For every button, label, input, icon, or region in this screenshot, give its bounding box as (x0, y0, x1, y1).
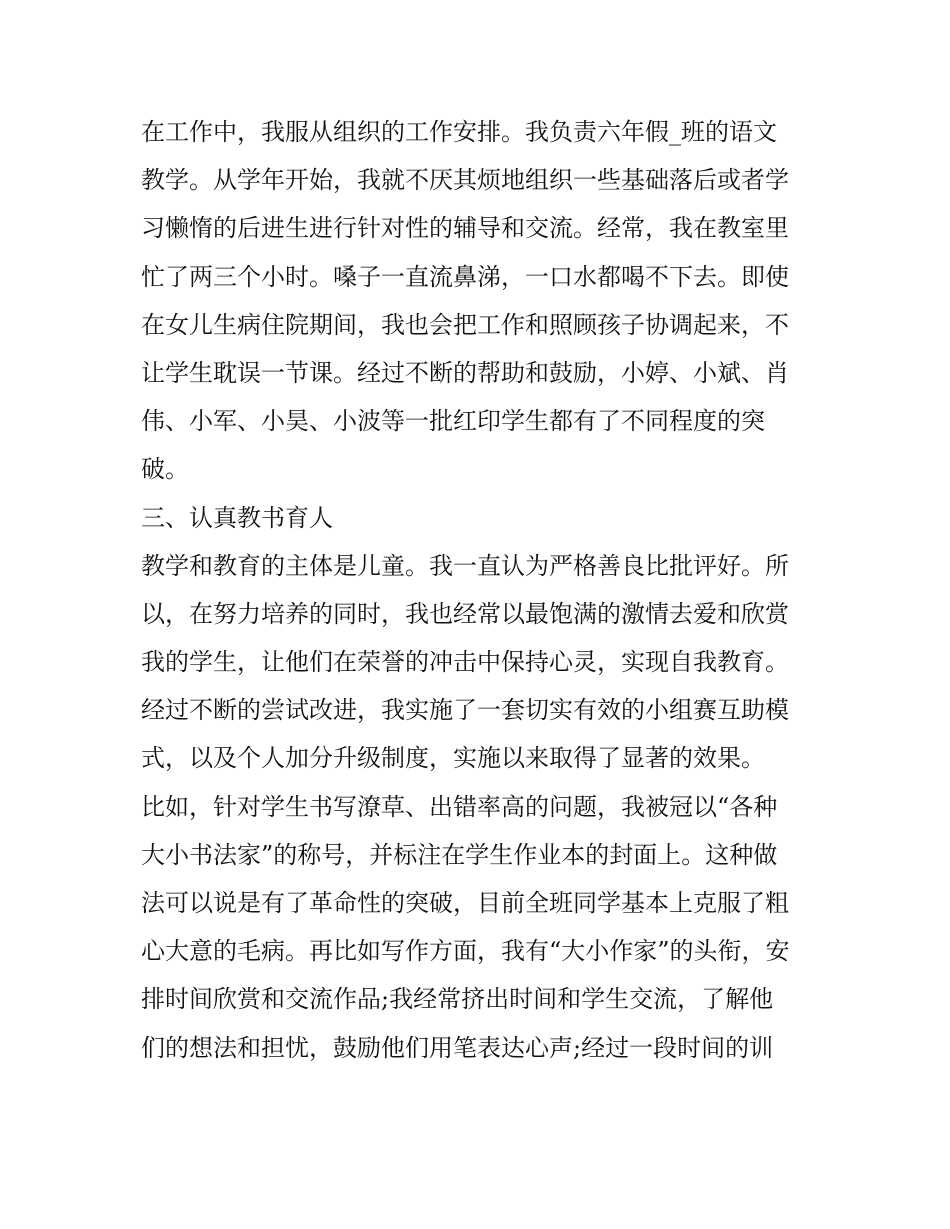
text-line: 经过不断的尝试改进，我实施了一套切实有效的小组赛互助模 (141, 696, 789, 725)
text-line: 忙了两三个小时。嗓子一直流鼻涕，一口水都喝不下去。即使 (141, 262, 789, 291)
text-line: 以，在努力培养的同时，我也经常以最饱满的激情去爱和欣赏 (141, 599, 789, 628)
section-heading: 三、认真教书育人 (141, 503, 333, 532)
text-line: 们的想法和担忧，鼓励他们用笔表达心声;经过一段时间的训 (141, 1033, 774, 1062)
text-line: 我的学生，让他们在荣誉的冲击中保持心灵，实现自我教育。 (141, 648, 789, 677)
text-line: 伟、小军、小昊、小波等一批红印学生都有了不同程度的突 (141, 407, 765, 436)
document-page (141, 108, 821, 1072)
text-line: 排时间欣赏和交流作品;我经常挤出时间和学生交流，了解他 (141, 985, 774, 1014)
text-line: 教学和教育的主体是儿童。我一直认为严格善良比批评好。所 (141, 551, 789, 580)
text-line: 在女儿生病住院期间，我也会把工作和照顾孩子协调起来，不 (141, 310, 789, 339)
text-line: 比如，针对学生书写潦草、出错率高的问题，我被冠以“各种 (141, 792, 778, 821)
text-line: 大小书法家”的称号，并标注在学生作业本的封面上。这种做 (141, 840, 778, 869)
text-line: 教学。从学年开始，我就不厌其烦地组织一些基础落后或者学 (141, 166, 789, 195)
text-line: 习懒惰的后进生进行针对性的辅导和交流。经常，我在教室里 (141, 214, 789, 243)
text-line: 破。 (141, 455, 189, 484)
text-line: 式，以及个人加分升级制度，实施以来取得了显著的效果。 (141, 744, 765, 773)
text-line: 心大意的毛病。再比如写作方面，我有“大小作家”的头衔，安 (141, 937, 790, 966)
text-line: 在工作中，我服从组织的工作安排。我负责六年假_班的语文 (141, 118, 777, 146)
text-line: 让学生耽误一节课。经过不断的帮助和鼓励，小婷、小斌、肖 (141, 358, 789, 387)
text-line: 法可以说是有了革命性的突破，目前全班同学基本上克服了粗 (141, 889, 789, 917)
